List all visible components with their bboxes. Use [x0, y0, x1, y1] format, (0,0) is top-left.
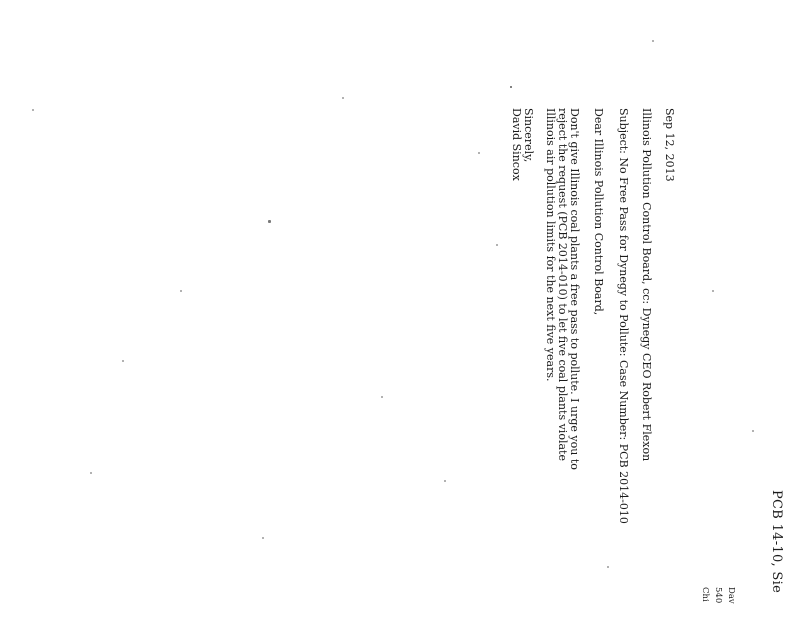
sender-address-line: Dav	[726, 587, 736, 604]
scan-speck	[712, 290, 714, 292]
scan-speck	[444, 480, 446, 482]
scan-speck	[32, 109, 34, 111]
scan-speck	[381, 396, 383, 398]
scan-speck	[607, 566, 609, 568]
letter-body-line: reject the request (PCB 2014-010) to let five coal plants violate	[556, 108, 569, 461]
letter-salutation: Dear Illinois Pollution Control Board,	[592, 108, 605, 316]
scan-speck	[496, 244, 498, 246]
scan-speck	[90, 472, 92, 474]
letter-body-line: Illinois air pollution limits for the next five years.	[544, 108, 557, 382]
scan-speck	[180, 290, 182, 292]
scan-speck	[652, 40, 654, 42]
scan-speck	[262, 537, 264, 539]
letter-recipient: Illinois Pollution Control Board, cc: Dynegy CEO Robert Flexon	[640, 108, 653, 462]
case-header-title: PCB 14-10, Sie	[769, 490, 784, 594]
scan-speck	[478, 152, 480, 154]
scan-speck	[752, 430, 754, 432]
scan-speck	[342, 97, 344, 99]
letter-signature: David Sincox	[510, 108, 523, 181]
letter-subject: Subject: No Free Pass for Dynegy to Pollute: Case Number: PCB 2014-010	[617, 108, 630, 524]
scan-speck	[122, 360, 124, 362]
scan-speck	[510, 86, 512, 88]
scan-speck	[268, 220, 271, 223]
letter-body-line: Don't give Illinois coal plants a free pass to pollute. I urge you to	[568, 108, 581, 470]
sender-address-line: 540	[713, 587, 723, 604]
sender-address-line: Chi	[700, 587, 710, 602]
letter-date: Sep 12, 2013	[663, 108, 676, 182]
letter-closing: Sincerely,	[522, 108, 535, 163]
